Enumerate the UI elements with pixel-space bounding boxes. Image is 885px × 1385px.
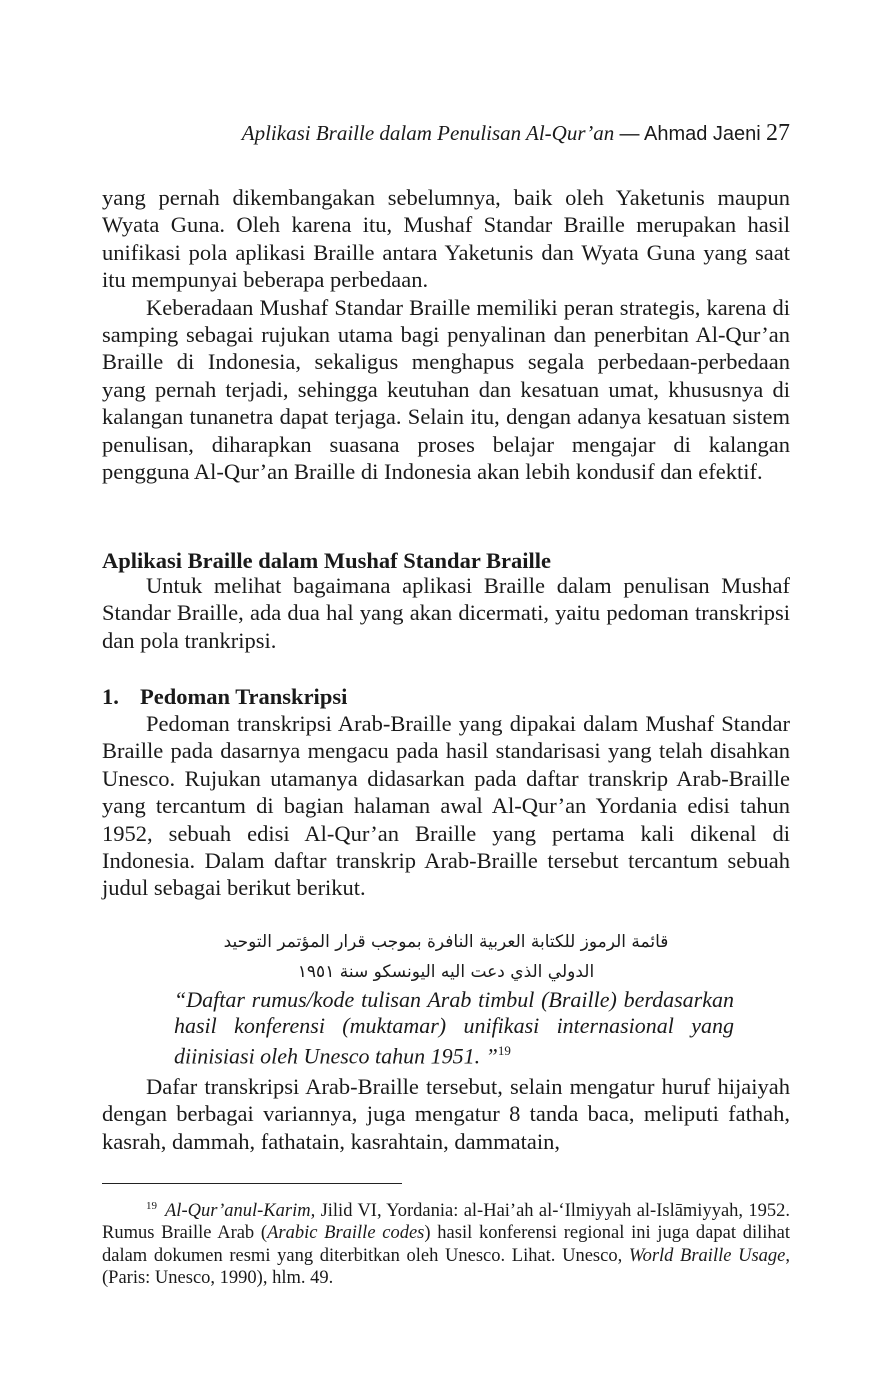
paragraph-pedoman: Pedoman transkripsi Arab-Braille yang dipakai dalam Mushaf Standar Braille pada dasarnya mengacu pada hasil standarisasi yang telah disahkan Unesco. Rujukan utamanya didasarkan pada daftar transkrip Arab-Braille yang tercantum di bagian halaman awal Al-Qur’an Yordania edisi tahun 1952, sebuah edisi Al-Qur’an Braille yang pertama kali dikenal di Indonesia. Dalam daftar transkrip Arab-Braille tersebut tercantum sebuah judul sebagai berikut berikut. [102,711,790,901]
arabic-line-1: قائمة الرموز للكتابة العربية النافرة بموجب قرار المؤتمر التوحيد [223,932,669,952]
subsection-text [102,710,790,902]
paragraph-untuk-melihat: Untuk melihat bagaimana aplikasi Braille dalam penulisan Mushaf Standar Braille, ada dua hal yang akan dicermati, yaitu pedoman transkripsi dan pola trankripsi. [102,573,790,653]
arabic-title [102,927,790,987]
footnote-text-3: , (Paris: Unesco, 1990), hlm. 49. [102,1245,790,1288]
paragraph-continued: yang pernah dikembangakan sebelumnya, baik oleh Yaketunis maupun Wyata Guna. Oleh karena itu, Mushaf Standar Braille merupakan hasil unifikasi pola aplikasi Braille antara Yaketunis dan Wyata Guna yang saat itu mempunyai beberapa perbedaan. [102,185,790,293]
footnote-19 [102,1195,790,1289]
footnote-divider [102,1183,402,1184]
section-heading: Aplikasi Braille dalam Mushaf Standar Braille [102,548,552,573]
running-head [242,120,790,147]
footnote-text-1: Jilid VI, Yordania: al-Hai’ah al-‘Ilmiyyah al-Islāmiyyah, 1952. Rumus Braille Arab ( [102,1201,790,1244]
intro-text [102,184,790,485]
page-number: 27 [766,120,790,146]
footnote-source-title: Al-Qur’anul-Karim, [165,1201,316,1221]
footnote-marker: 19 [146,1200,157,1212]
subsection-title: Pedoman Transkripsi [140,684,348,709]
quote-text: “Daftar rumus/kode tulisan Arab timbul (Braille) berdasarkan hasil konferensi (muktamar) unifikasi internasional yang diinisiasi oleh Unesco tahun 1951. ” [174,987,734,1069]
arabic-line-2: الدولي الذي دعت اليه اليونسكو سنة ١٩٥١ [297,962,595,982]
paragraph-dafar: Dafar transkripsi Arab-Braille tersebut, selain mengatur huruf hijaiyah dengan berbagai variannya, juga mengatur 8 tanda baca, meliputi fathah, kasrah, dammah, fathatain, kasrahtain, dammatain, [102,1074,790,1154]
running-head-author: — Ahmad Jaeni [619,123,761,145]
footnote-reference: 19 [497,1043,511,1059]
subsection-heading [102,683,347,710]
footnote-codes: Arabic Braille codes [267,1223,425,1244]
running-head-title: Aplikasi Braille dalam Penulisan Al-Qur’an [241,121,615,145]
subsection-number: 1. [102,684,119,709]
paragraph-keberadaan: Keberadaan Mushaf Standar Braille memiliki peran strategis, karena di samping sebagai rujukan utama bagi penyalinan dan penerbitan Al-Qur’an Braille di Indonesia, sekaligus menghapus segala perbedaan-perbedaan yang pernah terjadi, sehingga keutuhan dan kesatuan umat, khususnya di kalangan tunanetra dapat terjaga. Selain itu, dengan adanya kesatuan sistem penulisan, diharapkan suasana proses belajar mengajar di kalangan pengguna Al-Qur’an Braille di Indonesia akan lebih kondusif dan efektif. [102,294,790,485]
translation-quote [174,987,734,1069]
section-intro-text [102,572,790,654]
after-quote-text [102,1073,790,1155]
footnote-text-2: ) hasil konferensi regional ini juga dapat dilihat dalam dokumen resmi yang diterbitkan oleh Unesco. Lihat. Unesco, [102,1223,790,1266]
footnote-book-title: World Braille Usage [628,1245,786,1266]
